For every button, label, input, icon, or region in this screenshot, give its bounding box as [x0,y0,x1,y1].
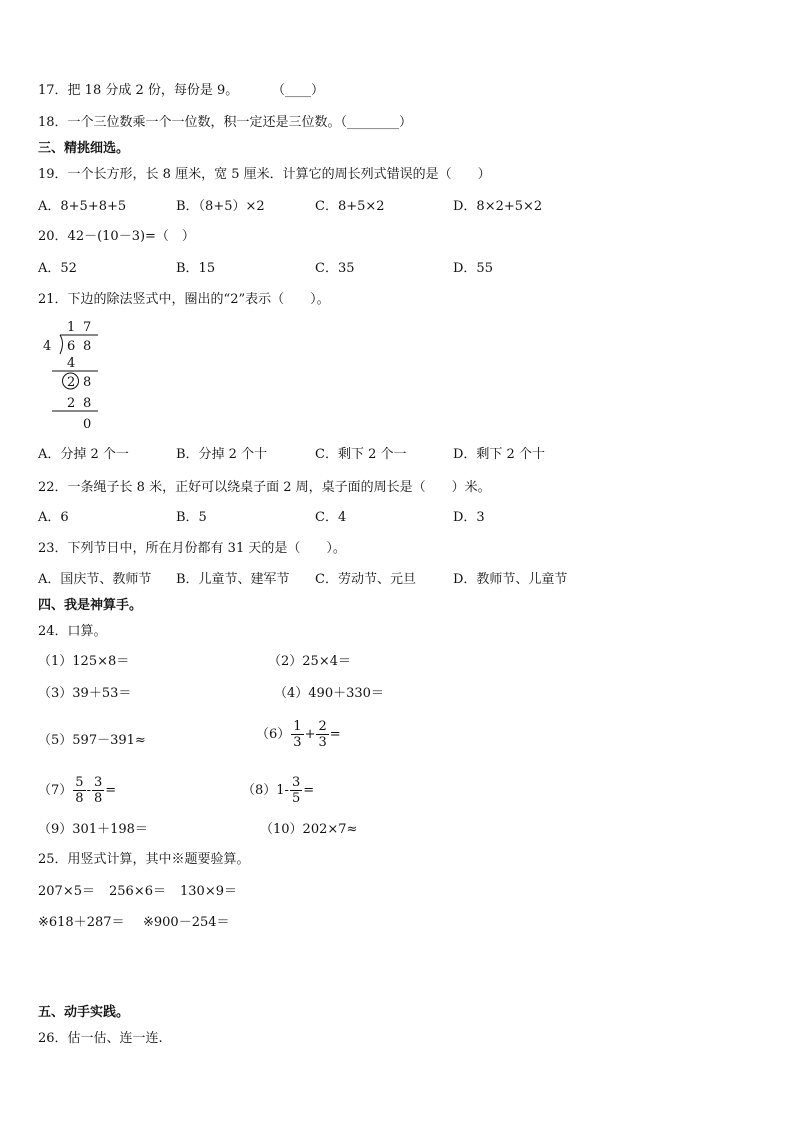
section-4-heading: 四、我是神算手。 [38,598,143,613]
q24-item-1: （1）125×8＝ [38,654,130,669]
q20-option-d: D．55 [453,261,493,276]
plus-sign: + [304,726,316,742]
q21-option-d: D．剩下 2 个十 [453,447,545,462]
equals-sign: = [303,782,315,798]
q19-option-a: A．8+5+8+5 [38,199,127,214]
step1-product: 4 [67,356,76,371]
divisor: 4 [43,339,52,354]
fraction-denominator: 8 [93,791,103,806]
question-18-text: 18．一个三位数乘一个一位数，积一定还是三位数。 [38,115,341,130]
question-26-stem: 26．估一估、连一连. [38,1031,163,1046]
q20-option-c: C．35 [315,261,355,276]
q24-item-7-label: （7） [38,782,73,798]
fraction-numerator: 2 [318,719,327,734]
q24-item-5: （5）597－391≈ [38,733,146,748]
fraction-denominator: 5 [291,791,301,806]
section-5-heading: 五、动手实践。 [38,1005,130,1020]
q25-calc-5: ※900－254＝ [143,915,230,930]
equals-sign: = [329,726,341,742]
remainder-digit-8: 8 [83,375,92,390]
fraction-numerator: 5 [75,775,84,790]
q25-calc-2: 256×6＝ [109,884,166,899]
question-23-stem: 23．下列节日中，所在月份都有 31 天的是（ ）。 [38,541,346,556]
one-minus: 1- [276,782,289,798]
q19-option-b: B．（8+5）×2 [176,199,265,214]
question-17 [38,83,238,99]
fraction-denominator: 3 [318,735,327,750]
division-bracket [60,335,63,354]
q21-option-b: B．分掉 2 个十 [176,447,268,462]
section-3-heading: 三、精挑细选。 [38,141,130,156]
question-21-stem: 21．下边的除法竖式中，圈出的“2”表示（ ）。 [38,292,330,307]
dividend-digit-6: 6 [67,339,76,354]
q25-calc-1: 207×5＝ [38,884,95,899]
q24-item-2: （2）25×4＝ [268,654,351,669]
q23-option-b: B．儿童节、建军节 [176,572,290,587]
q24-item-8-label: （8） [242,782,277,798]
dividend-digit-8: 8 [83,339,92,354]
fraction-numerator: 3 [93,775,103,790]
fraction-denominator: 8 [75,791,84,806]
q19-option-c: C．8+5×2 [315,199,385,214]
q23-option-c: C．劳动节、元旦 [315,572,416,587]
step2-digit-2: 2 [67,396,76,411]
fraction-five-eighths [73,775,85,806]
q24-item-6-label: （6） [256,726,291,742]
q19-option-d: D．8×2+5×2 [453,199,543,214]
q20-option-b: B．15 [176,261,216,276]
q22-option-b: B．5 [176,510,207,525]
quotient-digit-7: 7 [83,320,92,335]
q24-item-7 [38,775,116,806]
question-18-answer-paren: （________） [340,115,413,130]
question-25-stem: 25．用竖式计算，其中※题要验算。 [38,852,250,867]
q24-item-6 [256,719,341,750]
fraction-one-third [291,719,303,750]
q23-option-d: D．教师节、儿童节 [453,572,568,587]
q24-item-8 [242,775,314,806]
fraction-numerator: 1 [293,719,302,734]
q22-option-a: A．6 [38,510,69,525]
question-22-stem: 22．一条绳子长 8 米，正好可以绕桌子面 2 周，桌子面的周长是（ ）米。 [38,480,491,495]
question-19-stem: 19．一个长方形，长 8 厘米，宽 5 厘米．计算它的周长列式错误的是（ ） [38,167,491,182]
question-17-answer-paren: （____） [272,83,325,98]
fraction-numerator: 3 [291,775,301,790]
fraction-three-eighths [92,775,104,806]
q24-item-10: （10）202×7≈ [260,822,358,837]
fraction-two-thirds [316,719,328,750]
q24-item-9: （9）301＋198＝ [38,822,148,837]
question-18 [38,115,412,131]
fraction-three-fifths [290,775,302,806]
final-remainder: 0 [83,417,92,432]
question-17-text: 17．把 18 分成 2 份，每份是 9。 [38,83,239,98]
quotient-digit-1: 1 [67,320,76,335]
q22-option-d: D．3 [453,510,485,525]
step2-digit-8: 8 [83,396,92,411]
q21-option-c: C．剩下 2 个一 [315,447,407,462]
q22-option-c: C．4 [315,510,347,525]
equals-sign: = [105,782,117,798]
q25-calc-4: ※618＋287＝ [38,915,125,930]
q24-item-3: （3）39＋53＝ [38,686,132,701]
q21-option-a: A．分掉 2 个一 [38,447,129,462]
question-20-stem: 20．42－(10－3)=（ ） [38,229,195,244]
q25-calc-3: 130×9＝ [180,884,237,899]
q20-option-a: A．52 [38,261,77,276]
minus-sign: - [86,782,91,798]
fraction-denominator: 3 [293,735,302,750]
question-24-stem: 24．口算。 [38,624,107,639]
long-division-figure [36,318,108,438]
q23-option-a: A．国庆节、教师节 [38,572,152,587]
q24-item-4: （4）490＋330＝ [274,686,384,701]
remainder-digit-2-circled: 2 [67,375,76,390]
